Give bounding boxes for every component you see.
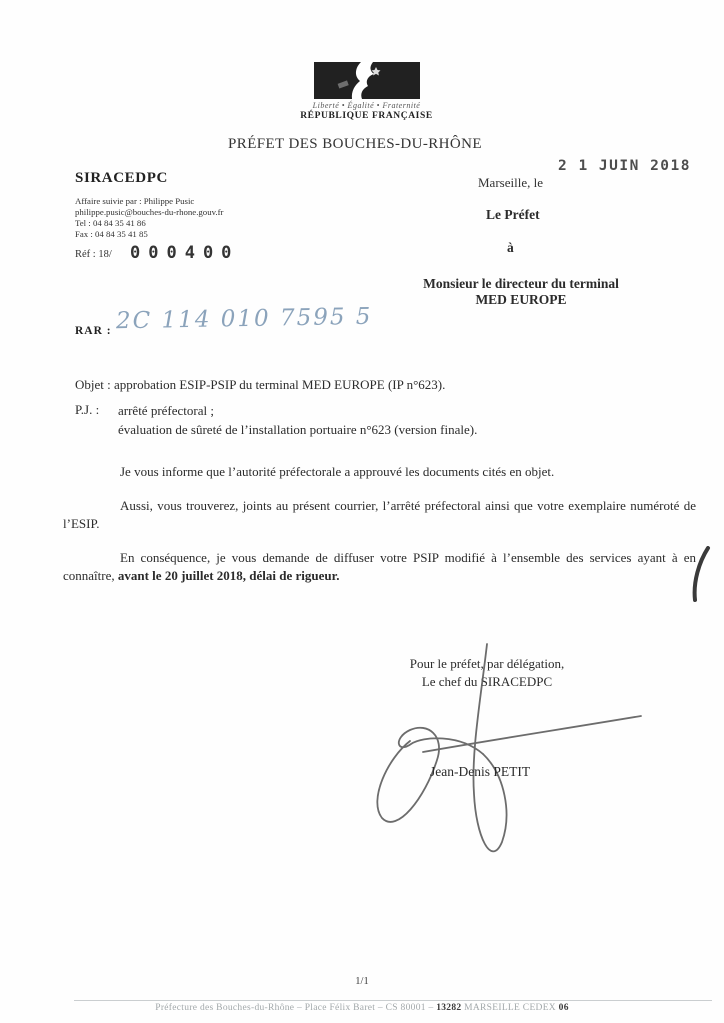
addressee-block: [405, 276, 637, 307]
footer-segment-postcode: 13282: [436, 1003, 462, 1013]
objet-text: approbation ESIP-PSIP du terminal MED EUROPE (IP n°623).: [114, 377, 446, 392]
prefet-title: PRÉFET DES BOUCHES-DU-RHÔNE: [228, 136, 482, 152]
handwritten-signature: [355, 642, 655, 877]
to-word: à: [507, 240, 514, 255]
footer-segment-3: MARSEILLE CEDEX: [461, 1003, 559, 1013]
footer-address: [0, 1003, 724, 1013]
letterhead: [9, 62, 724, 121]
body-paragraph-3-normal: En conséquence, je vous demande de diffuser votre PSIP modifié à l’ensemble des services ayant à en connaître,: [63, 550, 696, 583]
objet-label: Objet :: [75, 377, 111, 392]
pj-item-1: arrêté préfectoral ;: [118, 403, 214, 418]
signature-line2: Le chef du SIRACEDPC: [421, 674, 553, 689]
city-date-line: Marseille, le: [478, 175, 543, 190]
objet-line: [75, 377, 685, 393]
body-paragraph-3-deadline: avant le 20 juillet 2018, délai de rigueur.: [117, 568, 340, 583]
body-paragraph-1: Je vous informe que l’autorité préfectorale a approuvé les documents cités en objet.: [120, 464, 555, 479]
footer-segment-cedex: 06: [558, 1003, 569, 1013]
marianne-logo-icon: [314, 62, 420, 99]
pj-item-2: évaluation de sûreté de l’installation portuaire n°623 (version finale).: [118, 421, 478, 437]
body-paragraph-3: [63, 549, 696, 585]
signature-line1: Pour le préfet, par délégation,: [409, 656, 565, 671]
letter-body: [63, 463, 696, 585]
reference-label: Réf : 18/: [75, 249, 112, 260]
contact-line-affaire: Affaire suivie par : Philippe Pusic: [75, 196, 195, 206]
pj-label: P.J. :: [75, 402, 100, 417]
contact-line-email: philippe.pusic@bouches-du-rhone.gouv.fr: [75, 207, 224, 217]
contact-line-tel: Tel : 04 84 35 41 86: [75, 218, 146, 228]
contact-line-fax: Fax : 04 84 35 41 85: [75, 229, 148, 239]
footer-segment-1: Préfecture des Bouches-du-Rhône – Place Félix Baret – CS 80001 –: [155, 1003, 437, 1013]
reference-number-stamp: 000400: [130, 243, 240, 263]
addressee-line1: Monsieur le directeur du terminal: [423, 276, 619, 291]
page-number: 1/1: [355, 976, 369, 987]
margin-pen-mark: [688, 546, 712, 607]
addressee-line2: MED EUROPE: [475, 291, 567, 307]
from-title: Le Préfet: [486, 207, 540, 222]
date-stamp: 2 1 JUIN 2018: [558, 158, 691, 174]
sender-service-name: SIRACEDPC: [75, 170, 168, 186]
body-paragraph-2: Aussi, vous trouverez, joints au présent courrier, l’arrêté préfectoral ainsi que votre exemplaire numéroté de l’ESIP.: [63, 498, 696, 531]
rar-handwritten-number: 2C 114 010 7595 5: [115, 303, 373, 335]
footer-divider: [74, 1000, 712, 1001]
logo-motto: Liberté • Égalité • Fraternité: [312, 101, 421, 110]
logo-republic-label: RÉPUBLIQUE FRANÇAISE: [300, 111, 433, 121]
reference-row: [75, 243, 240, 263]
rar-label: RAR :: [75, 325, 112, 337]
sender-contact-block: [75, 196, 224, 240]
pj-items: [118, 402, 678, 439]
signatory-name: Jean-Denis PETIT: [430, 764, 531, 779]
